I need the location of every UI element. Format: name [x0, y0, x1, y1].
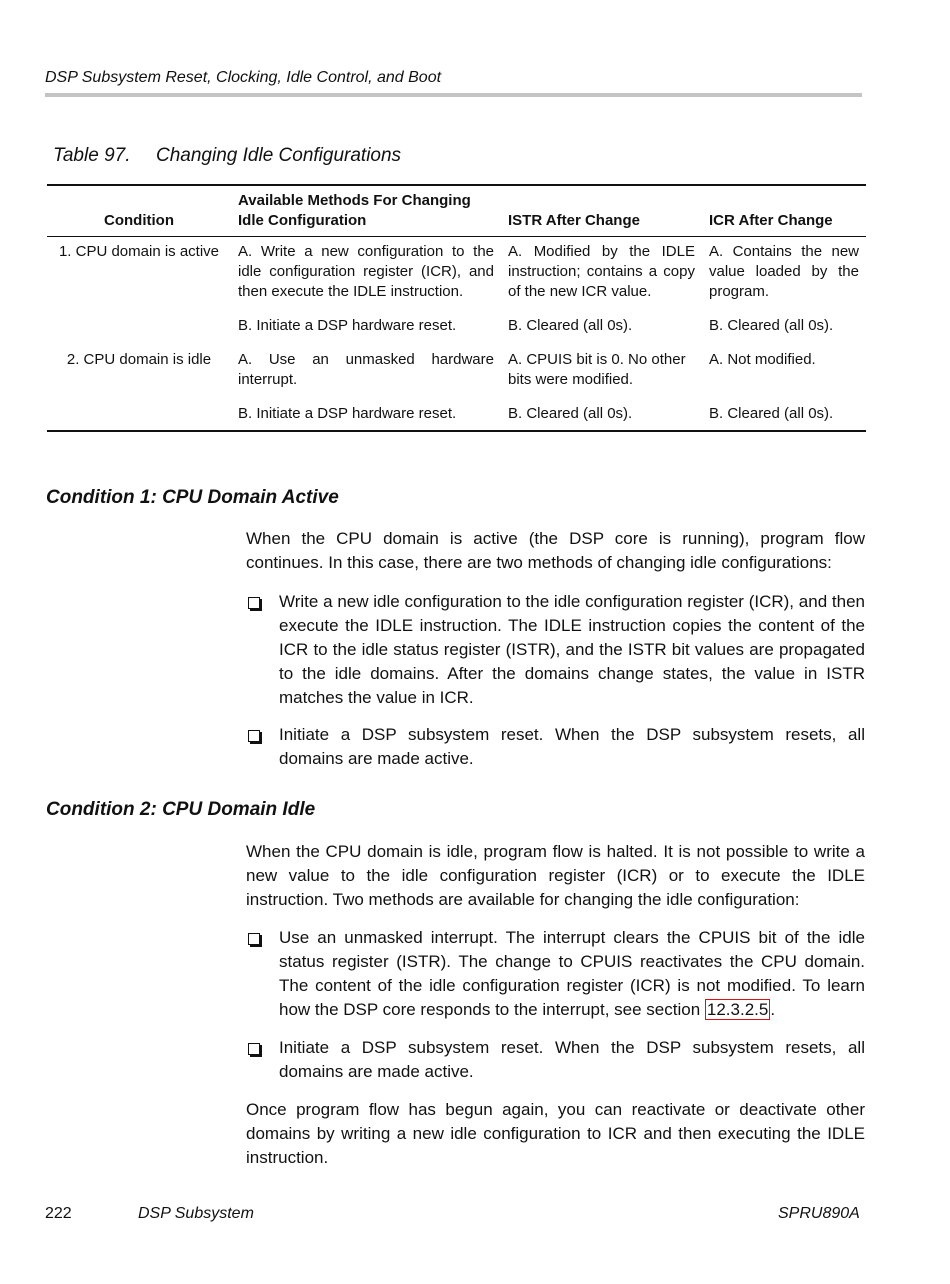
idle-config-table [47, 184, 866, 432]
condition2-intro: When the CPU domain is idle, program flow is halted. It is not possible to write a new value to the idle configuration register (ICR) or to execute the IDLE instruction. Two methods are available for changing the idle configuration: [246, 842, 865, 909]
footer-doc-id: SPRU890A [778, 1205, 860, 1222]
list-item-text [279, 926, 865, 1022]
checkbox-bullet-icon [248, 597, 260, 609]
header-rule [45, 93, 862, 97]
istr-cell: A. CPUIS bit is 0. No other bits were modified. [508, 351, 686, 388]
column-header-condition: Condition [104, 212, 174, 229]
condition1-heading: Condition 1: CPU Domain Active [46, 487, 339, 508]
condition-cell: 1. CPU domain is active [58, 243, 220, 260]
checkbox-bullet-icon [248, 933, 260, 945]
list-item-text: Write a new idle configuration to the idle configuration register (ICR), and then execute the IDLE instruction. The IDLE instruction copies the content of the ICR to the idle status register (ISTR), and the ISTR bit values are propagated to the idle domains. After the domains change states, the value in ISTR matches the value in ICR. [279, 592, 865, 707]
condition1-intro: When the CPU domain is active (the DSP core is running), program flow continues. In this case, there are two methods of changing idle configurations: [246, 529, 865, 572]
table-header-row [47, 185, 866, 237]
method-cell: A. Use an unmasked hardware interrupt. [238, 351, 494, 388]
list-item [246, 723, 865, 771]
istr-cell: B. Cleared (all 0s). [508, 317, 633, 334]
bullet-end: . [770, 1000, 776, 1019]
checkbox-bullet-icon [248, 730, 260, 742]
section-link[interactable]: 12.3.2.5 [706, 1000, 769, 1019]
list-item [246, 1036, 865, 1084]
table-number: Table 97. [53, 145, 131, 166]
list-item-text: Initiate a DSP subsystem reset. When the DSP subsystem resets, all domains are made active. [279, 1038, 865, 1081]
running-header: DSP Subsystem Reset, Clocking, Idle Control, and Boot [45, 69, 442, 86]
table-caption [53, 145, 401, 167]
checkbox-bullet-icon [248, 1043, 260, 1055]
bullet-text: Use an unmasked interrupt. The interrupt clears the CPUIS bit of the idle status register (ISTR). The change to CPUIS reactivates the CPU domain. The content of the idle configuration register (ICR) is not modified. To learn how the DSP core responds to the interrupt, see section [279, 928, 865, 1019]
condition-cell: 2. CPU domain is idle [66, 351, 212, 368]
column-header-istr: ISTR After Change [508, 212, 640, 229]
icr-cell: A. Contains the new value loaded by the program. [709, 243, 859, 300]
method-cell: A. Write a new configuration to the idle configuration register (ICR), and then execute the IDLE instruction. [238, 243, 494, 300]
method-cell: B. Initiate a DSP hardware reset. [238, 317, 457, 334]
list-item-text: Initiate a DSP subsystem reset. When the DSP subsystem resets, all domains are made active. [279, 725, 865, 768]
icr-cell: B. Cleared (all 0s). [709, 317, 834, 334]
closing-paragraph: Once program flow has begun again, you can reactivate or deactivate other domains by writing a new idle configuration to ICR and then executing the IDLE instruction. [246, 1100, 865, 1167]
icr-cell: A. Not modified. [709, 351, 816, 368]
icr-cell: B. Cleared (all 0s). [709, 405, 834, 422]
istr-cell: B. Cleared (all 0s). [508, 405, 633, 422]
list-item [246, 926, 865, 1022]
table-row [47, 350, 866, 404]
istr-cell: A. Modified by the IDLE instruction; contains a copy of the new ICR value. [508, 243, 695, 300]
method-cell: B. Initiate a DSP hardware reset. [238, 405, 457, 422]
condition2-heading: Condition 2: CPU Domain Idle [46, 799, 316, 820]
column-header-methods: Available Methods For Changing Idle Configuration [238, 192, 471, 229]
table-row [47, 237, 866, 317]
list-item [246, 590, 865, 710]
column-header-icr: ICR After Change [709, 212, 833, 229]
footer-section-title: DSP Subsystem [138, 1205, 254, 1222]
page-number: 222 [45, 1205, 72, 1222]
table-title: Changing Idle Configurations [156, 145, 402, 166]
